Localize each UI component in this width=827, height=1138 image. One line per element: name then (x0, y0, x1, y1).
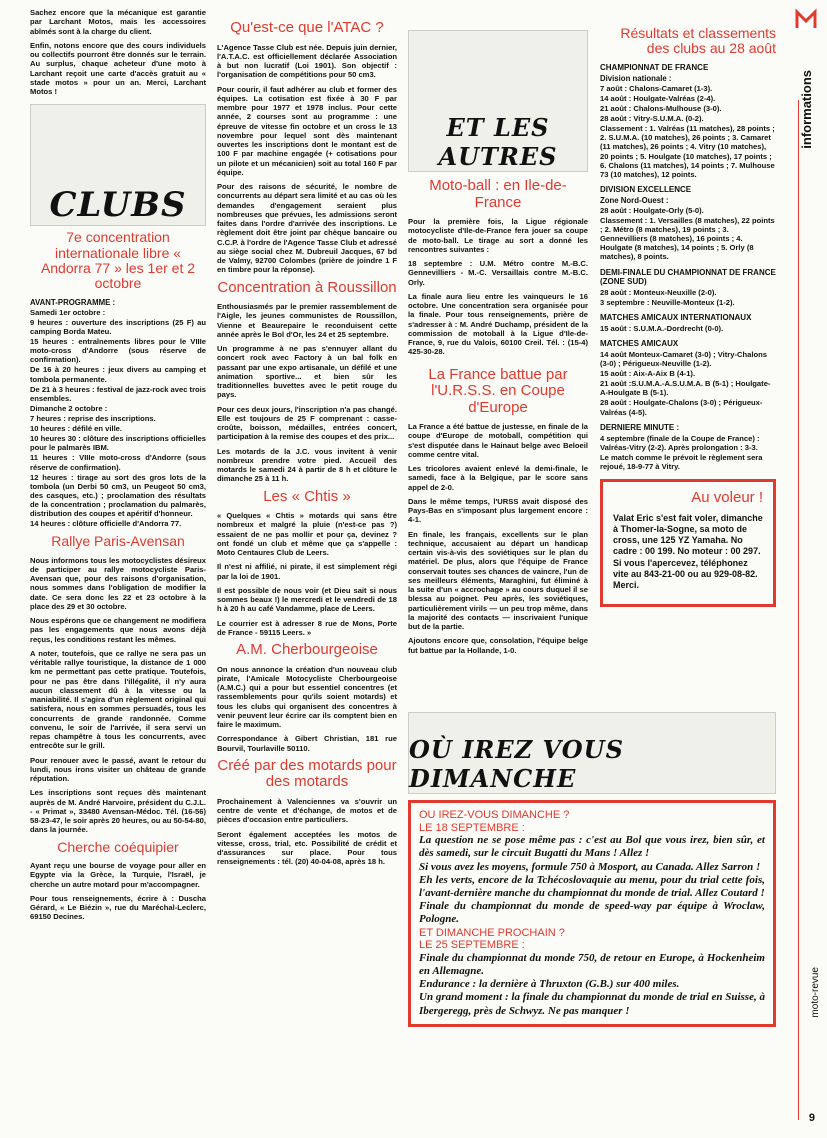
intro-para-2: Enfin, notons encore que des cours individuels ou collectifs pourront être donnés sur le terrain. Au surplus, chaque acheteur d'une moto à Larchant reçoit une carte d'accès gratuit au « stade motos » pour un an. Merci, Larchant Motos ! (30, 40, 206, 96)
dimanche-next-line-3: Un grand moment : la finale du championnat du monde de trial en Suisse, à Ibergeregg, près de Schwyz. Ne pas manquer ! (419, 991, 765, 1017)
program-line-5: De 21 à 3 heures : festival de jazz-rock avec trois ensembles. (30, 384, 207, 403)
dimanche-text-2 (419, 952, 765, 1018)
atac-title: Qu'est-ce que l'ATAC ? (230, 19, 384, 36)
voleur-box (600, 479, 776, 607)
clubs-illustration (30, 104, 206, 226)
results-block (600, 423, 776, 471)
roussillon-para-2: Un programme à ne pas s'ennuyer allant du concert rock avec Factory à un bal folk en passant par une expo artisanale, un défilé et une animation sportive... et bien sûr les traditionnelles buvettes avec le petit rouge du pays. (217, 344, 397, 400)
results-line: Classement : 1. Versailles (8 matches), 22 points ; 2. Métro (8 matches), 19 points ; 3. Gennevilliers (8 matches), 16 points ; 4. Houlgate (8 matches), 14 points ; 5. Orly (8 matches), 8 points. (600, 215, 775, 262)
atac-body (217, 43, 397, 275)
results-line: Le match comme le prévoit le règlement sera rejoué, 18-9-77 à Vitry. (600, 452, 763, 471)
cherbourg-body (217, 665, 397, 753)
cherche-para-2: Pour tous renseignements, écrire à : Duscha Gérard, « Le Biézin », rue du Maréchal-Leclerc, 69150 Decines. (30, 893, 206, 922)
cree-title: Créé par des motards pour des motards (217, 756, 397, 791)
results-line: 15 août : S.U.M.A.-Dordrecht (0-0). (600, 323, 724, 333)
results-line: 21 août : Chalons-Mulhouse (3-0). (600, 104, 722, 113)
intro-para-1: Sachez encore que la mécanique est garantie par Larchant Motos, mais les accessoires abîmés sont à la charge du client. (30, 8, 206, 36)
et-les-autres-title: ET LES AUTRES (438, 113, 558, 171)
results-body (600, 63, 776, 471)
cherche-title: Cherche coéquipier (57, 838, 179, 855)
rallye-para-5: Les inscriptions sont reçues dès maintenant auprès de M. André Harvoire, président du C.J.L. - « Primat », 33480 Avensan-Médoc. Tél. (16-56) 58-23-47, le soir après 20 heures, ou au 50-54-80, dans la journée. (30, 788, 207, 835)
results-line: 21 août :S.U.M.A.-A.S.U.M.A. B (5-1) ; Houlgate-A-Houlgate B (5-1). (600, 379, 771, 398)
magazine-logo-icon (795, 8, 817, 30)
results-block-sub: Zone Nord-Ouest : (600, 195, 669, 205)
program-line-7: 7 heures : reprise des inscriptions. (30, 414, 156, 424)
roussillon-para-4: Les motards de la J.C. vous invitent à venir nombreux prendre votre pied. Accueil des motards le samedi 24 à partir de 8 h et clôture le dimanche 25 à 11 h. (217, 446, 397, 484)
dimanche-next-line-2: Endurance : la dernière à Thruxton (G.B.) sur 400 miles. (419, 978, 680, 991)
cree-para-2: Seront également acceptées les motos de vitesse, cross, trial, etc. Possibilité de crédit et d'assurances sur place. Pour tous renseignements : tél. (20) 40-04-08, après 18 h. (217, 829, 397, 867)
ou-irez-illustration (408, 712, 776, 794)
andorra-program (30, 308, 206, 529)
motoball-title: Moto-ball : en Ile-de-France (429, 177, 567, 211)
dimanche-text-1 (419, 834, 765, 926)
results-block-head: MATCHES AMICAUX INTERNATIONAUX (600, 312, 752, 322)
dimanche-head-2b: LE 25 SEPTEMBRE : (419, 939, 525, 952)
roussillon-title: Concentration à Roussillon (217, 278, 397, 296)
cherbourg-title: A.M. Cherbourgeoise (236, 641, 378, 658)
andorra-title: 7e concentration internationale libre « Andorra 77 » les 1er et 2 octobre (40, 229, 196, 292)
results-block-head: DERNIERE MINUTE : (600, 422, 680, 432)
voleur-text: Valat Eric s'est fait voler, dimanche à Thomer-la-Sogne, sa moto de cross, une 125 YZ Yamaha. No cadre : 00 199. No moteur : 00 297. Si vous l'apercevez, téléphonez vite au 843-21-00 ou au 929-08-82. Merci. (613, 512, 763, 591)
rallye-title: Rallye Paris-Avensan (51, 533, 185, 550)
france-para-3: Dans le même temps, l'URSS avait disposé des Pays-Bas en s'imposant plus largement encore : 4-1. (408, 496, 588, 525)
rallye-body (30, 556, 206, 835)
france-para-2: Les tricolores avaient enlevé la demi-finale, le samedi, face à la Belgique, par le score sans appel de 2-0. (408, 464, 588, 492)
program-line-8: 10 heures : défilé en ville. (30, 424, 123, 434)
dimanche-line-1: La question ne se pose même pas : c'est au Bol que vous irez, bien sûr, et dès samedi, sur le circuit Bugatti du Mans ! Allez ! (419, 834, 765, 860)
program-line-3: 15 heures : entraînements libres pour le VIIIe moto-cross d'Andorre (sous réserve de confirmation). (30, 337, 206, 365)
results-line: 14 août : Houlgate-Valréas (2-4). (600, 93, 716, 103)
results-block-head: MATCHES AMICAUX (600, 338, 679, 348)
dimanche-line-4: Finale du championnat du monde de speed-way par équipe à Wroclaw, Pologne. (419, 900, 765, 926)
program-line-9: 10 heures 30 : clôture des inscriptions officielles pour le palmarès IBM. (30, 434, 206, 453)
program-line-11: 12 heures : tirage au sort des gros lots de la tombola (un Derbi 50 cm3, un Peugeot 50 cm3, des casques, etc.) ; proclamation des résultats de la concentration ; proclamation du palmarès, distribution des coupes et apéritif d'honneur. (30, 472, 206, 519)
results-line: 7 août : Chalons-Camaret (1-3). (600, 83, 713, 93)
results-block-head: DEMI-FINALE DU CHAMPIONNAT DE FRANCE (ZONE SUD) (600, 267, 776, 286)
motoball-para-2: 18 septembre : U.M. Métro contre M.-B.C. Gennevilliers - M.-C. Versaillais contre M.-B.C. Orly. (408, 259, 588, 287)
roussillon-para-3: Pour ces deux jours, l'inscription n'a pas changé. Elle est toujours de 25 F comprenant : casse-croûte, boisson, médailles, entrées concert, participation à la remise des coupes et des prix... (217, 404, 397, 442)
side-divider (798, 100, 799, 1120)
cherbourg-para-2: Correspondance à Gibert Christian, 181 rue Bourvil, Tourlaville 50110. (217, 734, 397, 753)
cree-para-1: Prochainement à Valenciennes va s'ouvrir un centre de vente et d'échange, de motos et de pièces d'occasion entre particuliers. (217, 796, 397, 825)
results-line: 15 août : Aix-A-Aix B (4-1). (600, 369, 696, 379)
program-line-6: Dimanche 2 octobre : (30, 403, 108, 413)
france-para-1: La France a été battue de justesse, en finale de la coupe d'Europe de motoball, compétition qui s'est disputée dans le Hainaut belge avec Beloeil comme centre vital. (408, 422, 588, 459)
dimanche-head-1: OU IREZ-VOUS DIMANCHE ? (419, 809, 570, 821)
results-block-sub: Division nationale : (600, 73, 672, 83)
dimanche-head-2: ET DIMANCHE PROCHAIN ? (419, 926, 565, 939)
motoball-body (408, 217, 588, 357)
atac-para-1: L'Agence Tasse Club est née. Depuis juin dernier, l'A.T.A.C. est officiellement déclarée Association à but non lucratif (Loi 1901). Son objectif : l'organisation de compétitions pour 50 cm3. (217, 42, 397, 80)
results-title: Résultats et classements des clubs au 28 août (620, 25, 776, 57)
cherche-body (30, 861, 206, 922)
column-2 (217, 16, 397, 872)
dimanche-section (408, 712, 776, 1027)
program-label: AVANT-PROGRAMME : (30, 297, 116, 307)
roussillon-body (217, 302, 397, 484)
et-les-autres-illustration (408, 30, 588, 172)
roussillon-para-1: Enthousiasmés par le premier rassemblement de l'Aigle, les jeunes communistes de Roussillon, Vienne et Beaurepaire le reconduisent cette année après le Bol d'Or, les 24 et 25 septembre. (217, 302, 397, 339)
atac-para-2: Pour courir, il faut adhérer au club et former des équipes. La cotisation est fixée à 30 F par membre pour 1977 et 1978 inclus. Pour cette année, 2 courses sont au programme : une épreuve de vitesse fin octobre et un cross le 13 novembre pour lequel sont dès maintenant ouvertes les inscriptions dont le montant est de 100 F par machine engagée (+ cotisations pour un pilote et un mécanicien) soit au total 160 F par équipe. (217, 84, 397, 177)
rallye-para-3: A noter, toutefois, que ce rallye ne sera pas un véritable rallye touristique, la distance de 1 000 km ne permettant pas cette pratique. Toutefois, pour ne pas être dans l'illégalité, il n'y aura aucun classement dû à la vitesse ou la maniabilité. Il s'agira d'un règlement original qui satisfera, nous en sommes persuadés, tous les concurrents de grande randonnée. Comme convenu, le soir de l'arrivée, il sera servi un repas champêtre à tous les concurrents, avec entrecôte sur le grill. (30, 648, 206, 751)
chtis-body (217, 511, 397, 637)
atac-para-3: Pour des raisons de sécurité, le nombre de concurrents au départ sera limité et au cas où les demandes d'engagement seraient plus nombreuses que prévues, les admissions seront faites dans l'ordre d'arrivée des inscriptions. Le règlement doit être joint par chèque bancaire ou C.C.P. à l'ordre de l'Agence Tasse Club et adressé au siège social chez M. Dubreuil Jacques, 67 bd de Valmy, 92700 Colombes (prière de joindre 1 F en timbre pour la réponse). (217, 182, 397, 275)
results-block (600, 313, 776, 333)
rallye-para-2: Nous espérons que ce changement ne modifiera pas les engagements que nous avons déjà reçus, les conditions restant les mêmes. (30, 616, 206, 644)
dimanche-head-1b: LE 18 SEPTEMBRE : (419, 821, 525, 834)
voleur-title: Au voleur ! (691, 489, 763, 507)
results-line: 28 août : Houlgate-Orly (5-0). (600, 205, 704, 215)
chtis-para-2: Il n'est ni affilié, ni pirate, il est simplement régi par la loi de 1901. (217, 562, 397, 581)
column-3 (408, 30, 588, 660)
cherbourg-para-1: On nous annonce la création d'un nouveau club pirate, l'Amicale Motocycliste Cherbourgeoise (A.M.C.) qui a pour but essentiel concentres (et rassemblements pour qu'ils soient motards) et tous les clubs qui organisent des concentres à venir peuvent leur écrire car ils comptent bien en faire le maximum. (217, 664, 397, 729)
results-line: 28 août : Houlgate-Chalons (3-0) ; Périgueux-Valréas (4-5). (600, 398, 763, 417)
dimanche-line-3: Eh les verts, encore de la Tchécoslovaquie au menu, pour du trial cette fois, l'avant-dernière manche du championnat du monde de trial. Allez Coutard ! (419, 873, 765, 900)
results-block-head: DIVISION EXCELLENCE (600, 184, 692, 194)
clubs-title: CLUBS (49, 185, 187, 226)
cree-body (217, 797, 397, 867)
chtis-para-3: Il est possible de nous voir (et Dieu sait si nous sommes beaux !) le mercredi et le vendredi de 18 h à 20 h au café Vandamme, place de Leers. (217, 585, 397, 614)
column-1 (30, 8, 206, 927)
france-title: La France battue par l'U.R.S.S. en Coupe d'Europe (428, 365, 568, 416)
magazine-name: moto-revue (810, 967, 821, 1018)
results-block (600, 63, 776, 179)
program-line-1: Samedi 1er octobre : (30, 307, 106, 317)
results-line: 28 août : Vitry-S.U.M.A. (0-2). (600, 114, 704, 124)
results-block-head: CHAMPIONNAT DE FRANCE (600, 62, 709, 72)
ou-irez-title: OÙ IREZ VOUS DIMANCHE (409, 735, 624, 793)
dimanche-box (408, 800, 776, 1027)
results-line: Classement : 1. Valréas (11 matches), 28 points ; 2. S.U.M.A. (10 matches), 26 points ; 3. Camaret (11 matches), 26 points ; 4. Vitry (10 matches), 20 points ; 5. Houlgate (10 matches), 17 points ; 6. Chalons (11 matches), 14 points ; 7. Mulhouse 73 (10 matches), 12 points. (600, 124, 775, 179)
motoball-para-3: La finale aura lieu entre les vainqueurs le 16 octobre. Une concentration sera organisée pour la finale. Pour tous renseignements, prière de s'adresser à : M. André Duchamp, président de la commission de motoball à la Ligue d'Ile-de-France, 9, rue du Valois, 60100 Creil. Tél. : (15-4) 425-30-28. (408, 291, 588, 357)
france-body (408, 422, 588, 655)
results-block (600, 268, 776, 307)
france-para-5: Ajoutons encore que, consolation, l'équipe belge fut battue par la Hollande, 1-0. (408, 636, 588, 655)
rallye-para-1: Nous informons tous les motocyclistes désireux de participer au rallye motocycliste Paris-Avensan que, pour des raisons d'organisation, nous sommes dans l'obligation de modifier la date. Ce sera donc les 22 et 23 octobre à la place des 29 et 30 octobre. (30, 555, 206, 611)
chtis-para-1: « Quelques « Chtis » motards qui sans être nombreux et malgré la pluie (n'est-ce pas ?) essaient de ne pas mollir et pour ça, devinez ? ont fondé un club et même que ça s'appelle : Moto Centaures Club de Leers. (217, 511, 397, 557)
chtis-para-4: Le courrier est à adresser 8 rue de Mons, Porte de France - 59115 Leers. » (217, 618, 397, 637)
program-line-2: 9 heures : ouverture des inscriptions (25 F) au camping Borda Mateu. (30, 317, 206, 337)
motoball-para-1: Pour la première fois, la Ligue régionale motocycliste d'Ile-de-France fera jouer sa coupe de moto-ball. Le tirage au sort a donné les rencontres suivantes : (408, 217, 588, 254)
dimanche-line-2: Si vous avez les moyens, formule 750 à Mosport, au Canada. Allez Sarron ! (419, 860, 761, 873)
results-block (600, 185, 776, 262)
chtis-title: Les « Chtis » (263, 487, 351, 505)
program-line-12: 14 heures : clôture officielle d'Andorra 77. (30, 519, 182, 529)
dimanche-next-line-1: Finale du championnat du monde 750, de retour en Europe, à Hockenheim en Allemagne. (419, 951, 765, 978)
program-line-4: De 16 à 20 heures : jeux divers au camping et tombola permanente. (30, 365, 206, 384)
rallye-para-4: Pour renouer avec le passé, avant le retour du lundi, nous irons visiter un château de grande réputation. (30, 755, 206, 784)
france-para-4: En finale, les français, excellents sur le plan technique, accusaient au départ un handicap certain vis-à-vis des soviétiques sur le plan du matériel. De plus, alors que l'équipe de France conservait toutes ses chances de vaincre, l'un de ses meilleurs éléments, Maraghini, fut éliminé à la suite d'un « accrochage » au cours duquel il se blessa au poignet. Peu après, les soviétiques, particulièrement virils — un peu trop même, dans la majorité des contacts — inscrivaient l'unique but de la partie. (408, 529, 588, 631)
cherche-para-1: Ayant reçu une bourse de voyage pour aller en Egypte via la Grèce, la Turquie, l'Israël, je cherche un autre motard pour m'accompagner. (30, 861, 206, 889)
section-tab: informations (799, 70, 814, 149)
results-line: 14 août Monteux-Camaret (3-0) ; Vitry-Chalons (3-0) ; Périgueux-Neuville (1-2). (600, 349, 767, 368)
results-block (600, 339, 776, 417)
column-4 (600, 22, 776, 607)
results-line: 4 septembre (finale de la Coupe de France) : Valréas-Vitry (2-2). Après prolongation : 3-3. (600, 433, 760, 452)
page-number: 9 (808, 1112, 815, 1124)
program-line-10: 11 heures : VIIIe moto-cross d'Andorre (sous réserve de confirmation). (30, 453, 206, 472)
results-line: 3 septembre : Neuville-Monteux (1-2). (600, 297, 735, 307)
results-line: 28 août : Monteux-Neuxille (2-0). (600, 287, 717, 297)
